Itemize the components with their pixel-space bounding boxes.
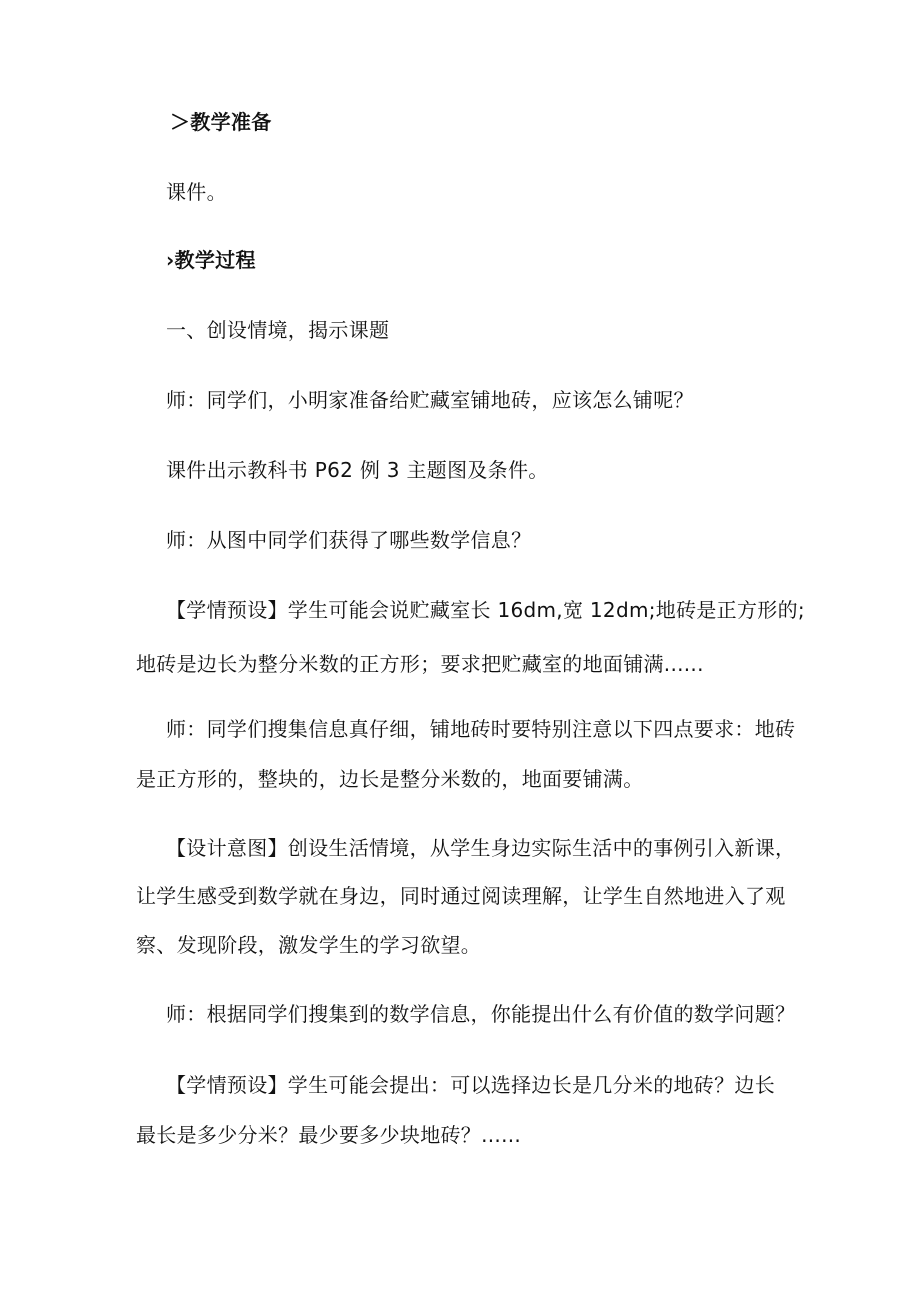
- paragraph-preset-1-line-2: 地砖是边长为整分米数的正方形；要求把贮藏室的地面铺满......: [136, 652, 704, 676]
- paragraph-design-intent-line-3: 察、发现阶段，激发学生的学习欲望。: [136, 933, 482, 957]
- section-one-title: 一、创设情境，揭示课题: [166, 318, 390, 342]
- paragraph-preset-2-line-1: 【学情预设】学生可能会提出：可以选择边长是几分米的地砖？边长: [166, 1073, 775, 1097]
- paragraph-teacher-remark-line-1: 师：同学们搜集信息真仔细，铺地砖时要特别注意以下四点要求：地砖: [166, 717, 796, 741]
- paragraph-teacher-question-3: 师：根据同学们搜集到的数学信息，你能提出什么有价值的数学问题？: [166, 1002, 796, 1026]
- paragraph-teacher-remark-line-2: 是正方形的，整块的，边长是整分米数的，地面要铺满。: [136, 767, 644, 791]
- paragraph-courseware: 课件出示教科书 P62 例 3 主题图及条件。: [166, 458, 549, 482]
- heading-teaching-preparation: ＞教学准备: [170, 110, 272, 134]
- paragraph-teacher-question-2: 师：从图中同学们获得了哪些数学信息？: [166, 528, 532, 552]
- preparation-content: 课件。: [166, 180, 227, 204]
- paragraph-preset-1-line-1: 【学情预设】学生可能会说贮藏室长 16dm,宽 12dm;地砖是正方形的;: [166, 598, 805, 622]
- heading-teaching-process: ›教学过程: [166, 248, 256, 272]
- paragraph-preset-2-line-2: 最长是多少分米？最少要多少块地砖？......: [136, 1123, 522, 1147]
- paragraph-design-intent-line-1: 【设计意图】创设生活情境，从学生身边实际生活中的事例引入新课，: [166, 836, 796, 860]
- paragraph-teacher-question-1: 师：同学们，小明家准备给贮藏室铺地砖，应该怎么铺呢？: [166, 388, 694, 412]
- paragraph-design-intent-line-2: 让学生感受到数学就在身边，同时通过阅读理解，让学生自然地进入了观: [136, 884, 786, 908]
